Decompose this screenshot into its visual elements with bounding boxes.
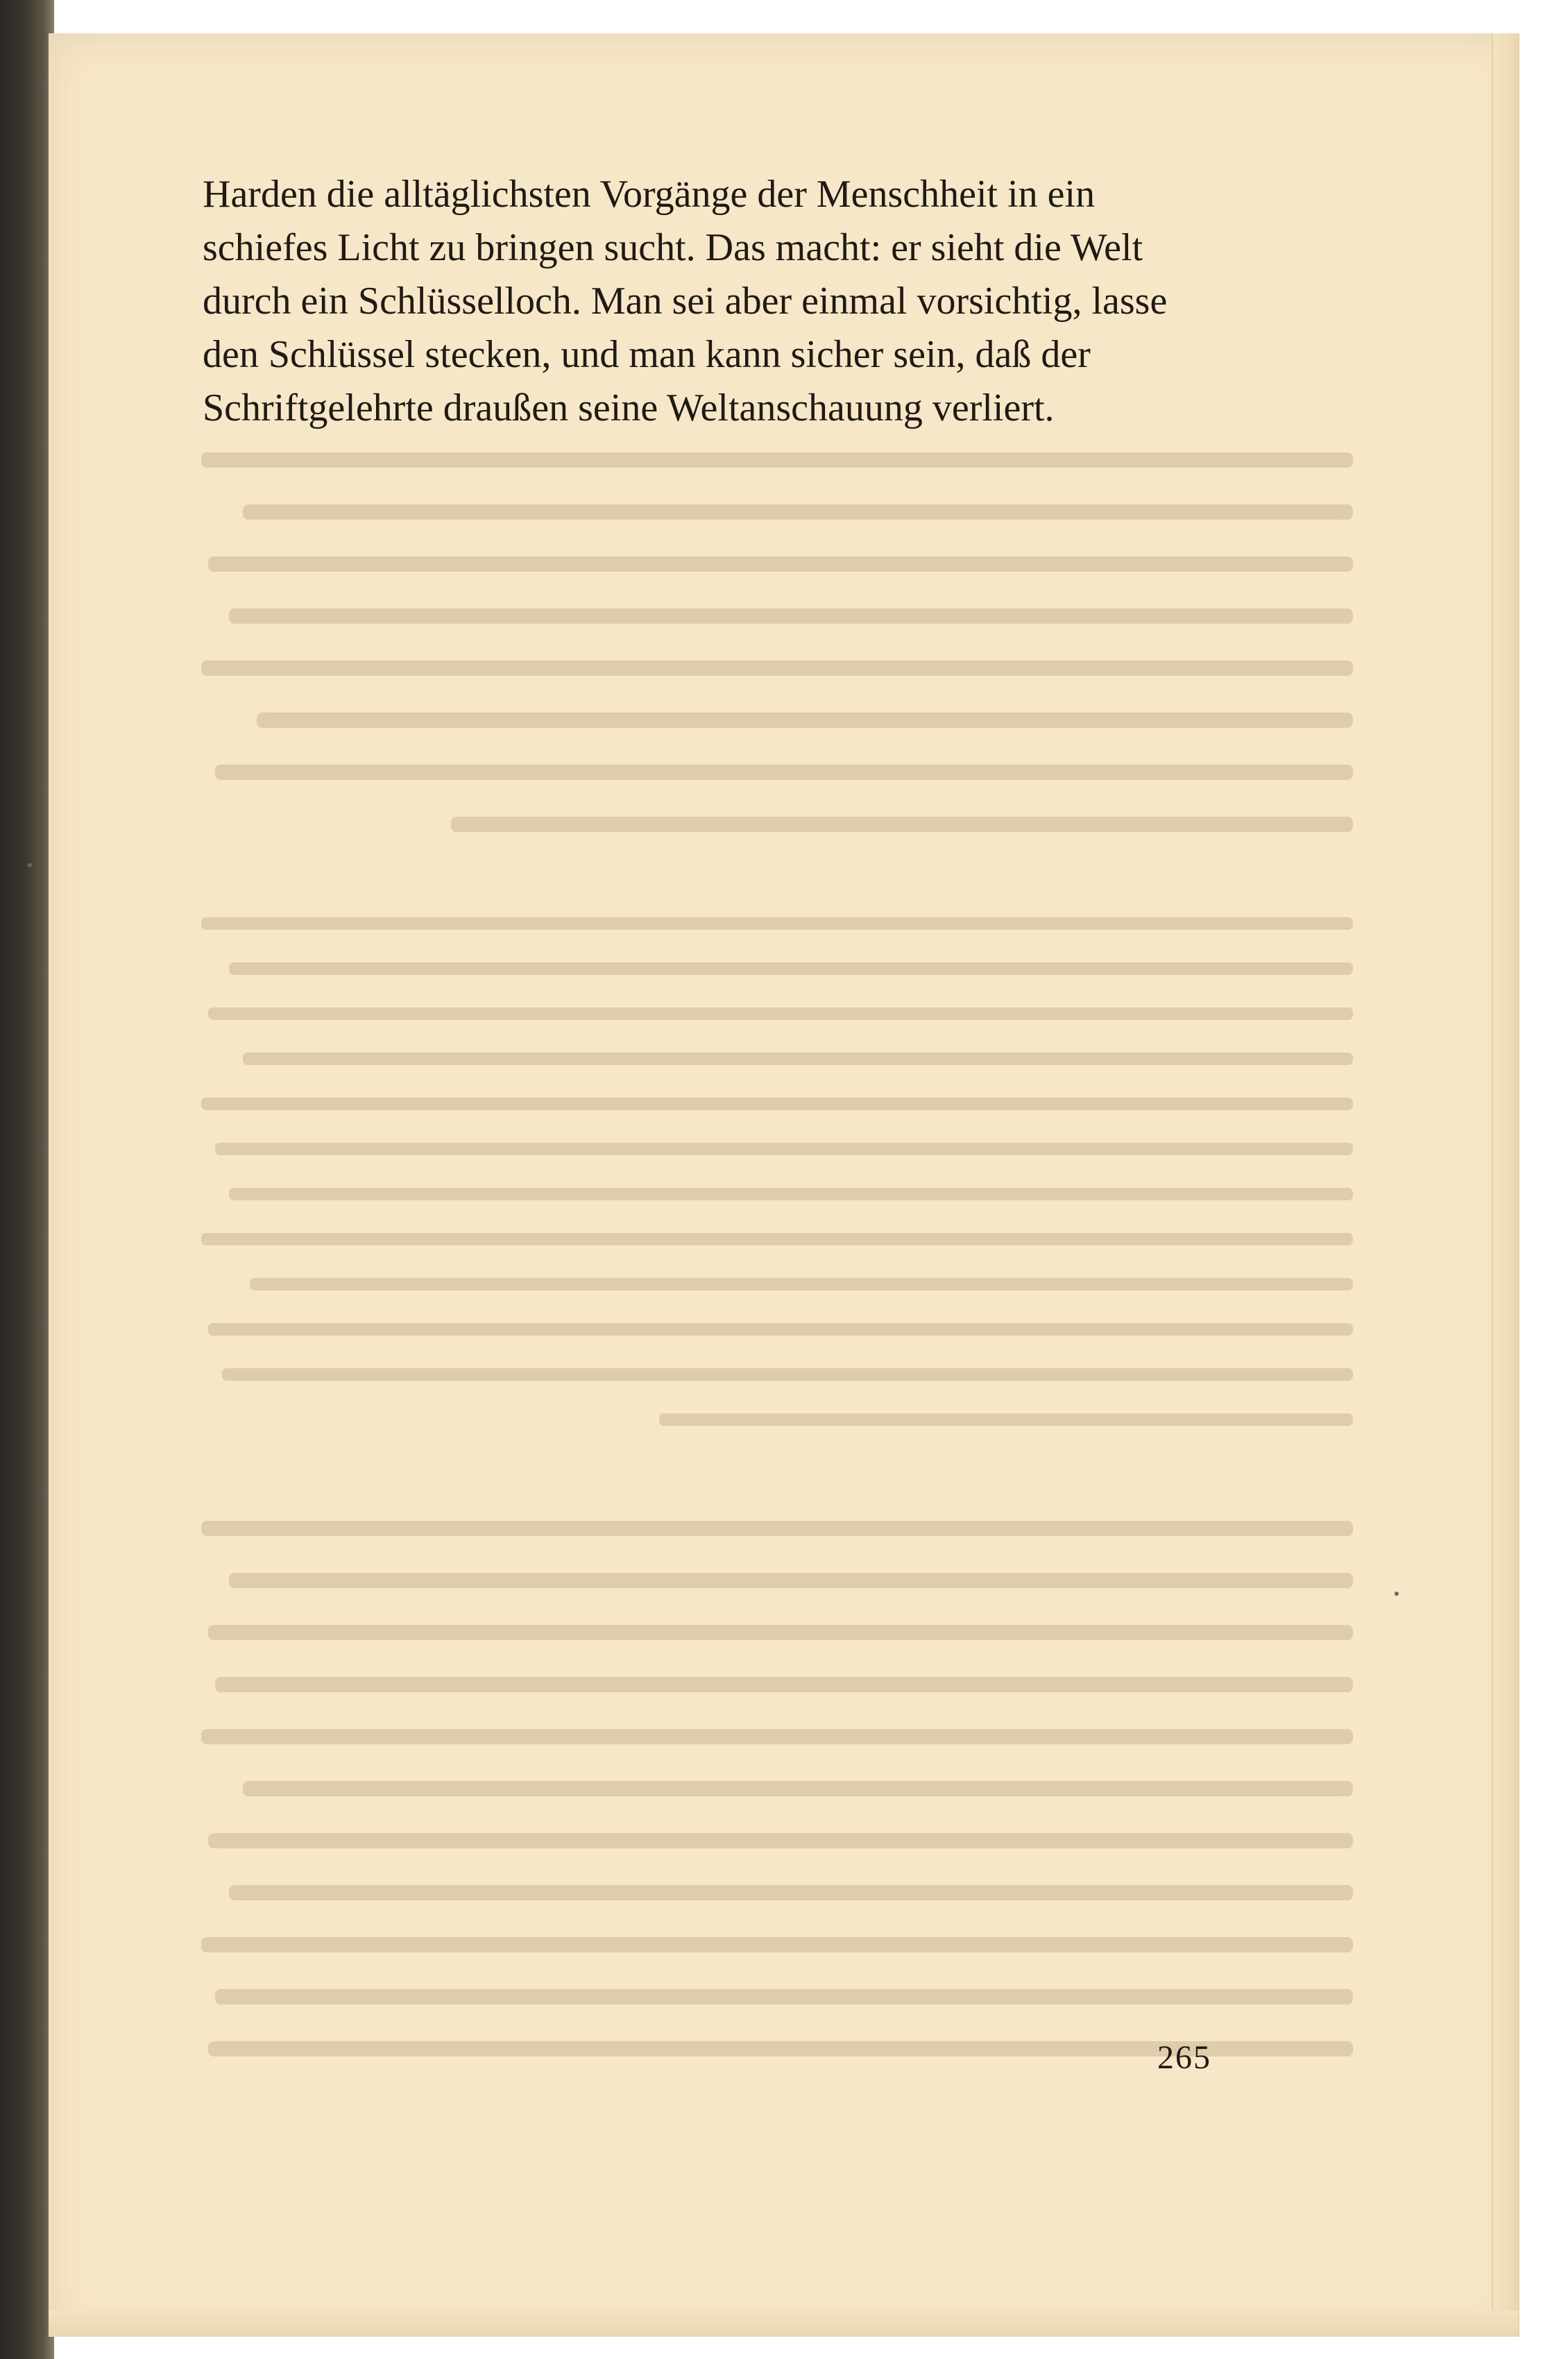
page-edge-bottom: [49, 2310, 1518, 2337]
text-line-3: durch ein Schlüsselloch. Man sei aber einmal vorsichtig, lasse: [203, 280, 1168, 323]
text-line-4: den Schlüssel stecken, und man kann sicher sein, daß der: [203, 333, 1091, 376]
page-edge-right: [1492, 33, 1519, 2337]
body-text: [203, 168, 1257, 435]
bleed-through-texture: [187, 389, 1353, 2088]
text-line-5: Schriftgelehrte draußen seine Weltanschauung verliert.: [203, 386, 1055, 429]
text-line-1: Harden die alltäglichsten Vorgänge der Menschheit in ein: [203, 173, 1096, 216]
scan-speck: [28, 863, 32, 867]
text-line-2: schiefes Licht zu bringen sucht. Das macht: er sieht die Welt: [203, 226, 1143, 269]
page-number: 265: [1157, 2039, 1211, 2076]
scan-speck: [1395, 1592, 1399, 1596]
book-spine-shadow: [0, 0, 54, 2359]
bleed-through-lines: [187, 438, 1353, 2088]
